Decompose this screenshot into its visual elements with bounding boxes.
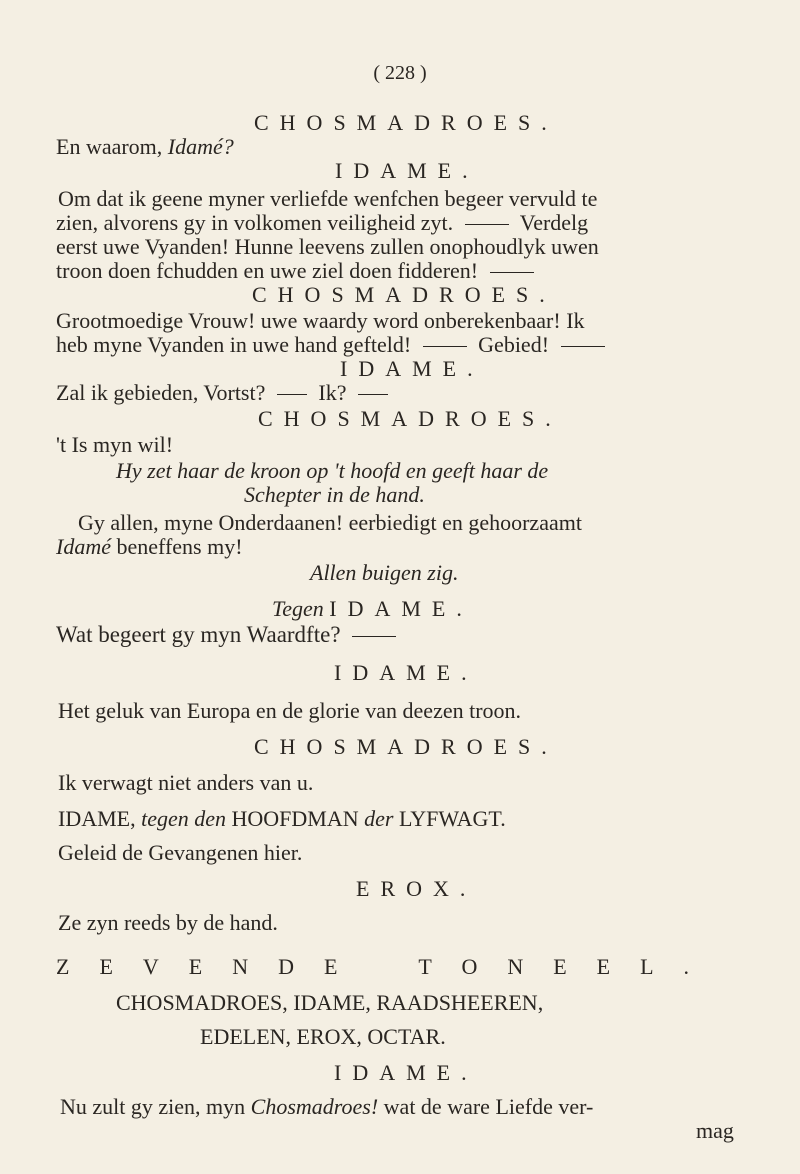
text-line xyxy=(60,1094,593,1120)
text-segment: En waarom, xyxy=(56,134,163,159)
speaker-heading: CHOSMADROES. xyxy=(252,282,556,307)
em-dash xyxy=(423,346,467,347)
stage-direction xyxy=(58,806,506,832)
text-segment: wat de ware Liefde ver- xyxy=(383,1094,594,1119)
text-line: Het geluk van Europa en de glorie van deezen troon. xyxy=(58,698,522,723)
em-dash xyxy=(561,346,605,347)
text-segment: HOOFDMAN xyxy=(231,806,359,831)
speaker-heading: IDAME. xyxy=(334,1060,478,1085)
text-segment: Verdelg xyxy=(519,210,589,235)
stage-direction: Hy zet haar de kroon op 't hoofd en geeft haar de xyxy=(116,458,549,483)
scene-heading xyxy=(56,954,719,980)
text-line: Geleid de Gevangenen hier. xyxy=(58,840,303,865)
text-segment: Wat begeert gy myn Waardfte? xyxy=(56,622,341,647)
speaker-heading: CHOSMADROES. xyxy=(254,110,558,135)
cast-list: EDELEN, EROX, OCTAR. xyxy=(200,1024,446,1049)
italic-text: Idamé xyxy=(56,534,111,559)
stage-direction xyxy=(272,596,473,622)
text-line xyxy=(56,622,402,648)
stage-direction: Allen buigen zig. xyxy=(310,560,459,585)
page-number: ( 228 ) xyxy=(373,62,427,84)
text-line xyxy=(56,534,243,560)
italic-text: Tegen xyxy=(272,596,324,621)
speaker-heading: CHOSMADROES. xyxy=(254,734,558,759)
em-dash xyxy=(490,272,534,273)
text-line xyxy=(56,332,611,358)
text-segment: Ik? xyxy=(318,380,347,405)
speaker-heading: IDAME. xyxy=(335,158,479,183)
speaker-heading: IDAME. xyxy=(340,356,484,381)
text-segment: heb myne Vyanden in uwe hand gefteld! xyxy=(56,332,412,357)
em-dash xyxy=(352,636,396,637)
em-dash xyxy=(358,394,388,395)
italic-text: Idamé? xyxy=(167,134,234,159)
speaker-name: IDAME, xyxy=(58,806,136,831)
text-segment: Gebied! xyxy=(478,332,550,357)
text-line xyxy=(56,210,588,236)
text-line xyxy=(56,380,394,406)
scene-number: ZEVENDE xyxy=(56,954,368,979)
speaker-heading: IDAME. xyxy=(334,660,478,685)
text-segment: Zal ik gebieden, Vortst? xyxy=(56,380,266,405)
italic-text: tegen den xyxy=(141,806,227,831)
text-line: Om dat ik geene myner verliefde wenfchen begeer vervuld te xyxy=(58,186,598,211)
text-segment: zien, alvorens gy in volkomen veiligheid zyt. xyxy=(56,210,454,235)
italic-text: der xyxy=(364,806,394,831)
text-segment: beneffens my! xyxy=(116,534,243,559)
em-dash xyxy=(465,224,509,225)
text-line: Ze zyn reeds by de hand. xyxy=(58,910,278,935)
text-segment: Nu zult gy zien, myn xyxy=(60,1094,246,1119)
text-line xyxy=(56,134,234,160)
scene-title: TONEEL. xyxy=(418,954,720,979)
text-segment: troon doen fchudden en uwe ziel doen fidderen! xyxy=(56,258,479,283)
speaker-heading: CHOSMADROES. xyxy=(258,406,562,431)
text-line: Gy allen, myne Onderdaanen! eerbiedigt en gehoorzaamt xyxy=(78,510,582,535)
text-line: eerst uwe Vyanden! Hunne leevens zullen onophoudlyk uwen xyxy=(56,234,599,259)
text-line xyxy=(56,258,540,284)
text-line: 't Is myn wil! xyxy=(56,432,174,457)
em-dash xyxy=(277,394,307,395)
speaker-name: IDAME. xyxy=(329,596,473,621)
text-line: Ik verwagt niet anders van u. xyxy=(58,770,314,795)
text-segment: LYFWAGT. xyxy=(398,806,506,831)
italic-text: Chosmadroes! xyxy=(250,1094,379,1119)
text-line: Grootmoedige Vrouw! uwe waardy word onberekenbaar! Ik xyxy=(56,308,585,333)
catchword: mag xyxy=(696,1118,734,1143)
speaker-heading: EROX. xyxy=(356,876,477,901)
cast-list: CHOSMADROES, IDAME, RAADSHEEREN, xyxy=(116,990,544,1015)
stage-direction: Schepter in de hand. xyxy=(244,482,425,507)
